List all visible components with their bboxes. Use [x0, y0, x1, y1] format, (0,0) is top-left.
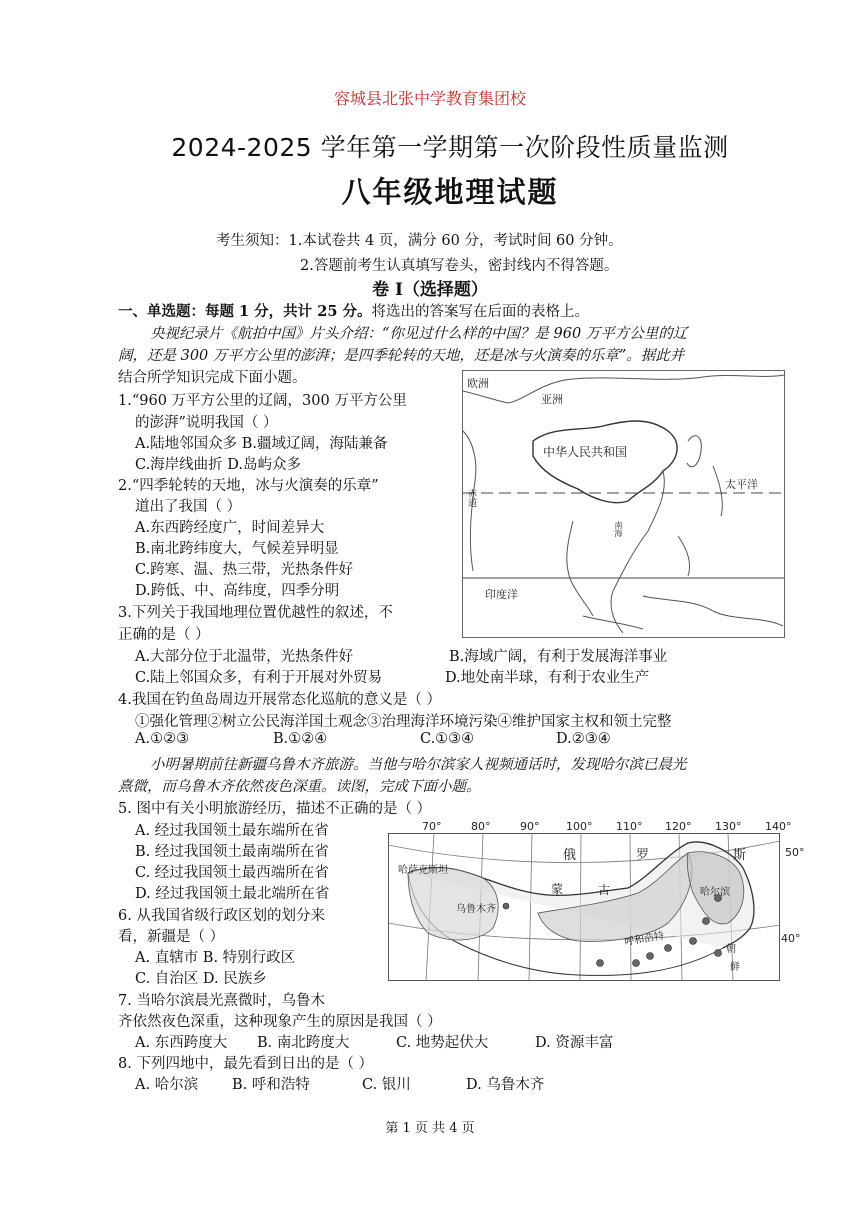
q3-stem-2: 正确的是（ ）: [118, 627, 210, 643]
q2-stem-2: 道出了我国（ ）: [135, 499, 242, 515]
q5-option-d: D. 经过我国领土最北端所在省: [135, 886, 330, 902]
q8-option-a: A. 哈尔滨: [135, 1077, 199, 1093]
map2-label-russia-3: 斯: [733, 848, 747, 863]
q7-option-a: A. 东西跨度大: [135, 1035, 228, 1051]
q3-option-c: C.陆上邻国众多，有利于开展对外贸易: [135, 670, 383, 686]
q6-stem-2: 看，新疆是（ ）: [118, 929, 225, 945]
notice-line-1: 考生须知：1.本试卷共 4 页，满分 60 分，考试时间 60 分钟。: [216, 233, 623, 249]
q7-option-c: C. 地势起伏大: [396, 1035, 489, 1051]
q4-stem: 4.我国在钓鱼岛周边开展常态化巡航的意义是（ ）: [118, 692, 441, 708]
q3-stem-1: 3.下列关于我国地理位置优越性的叙述，不: [118, 605, 393, 621]
map2-lon-90: 90°: [520, 820, 540, 833]
q2-option-c: C.跨寒、温、热三带，光热条件好: [135, 562, 354, 578]
map2-label-kazakhstan: 哈萨克斯坦: [398, 865, 448, 876]
map2-lon-70: 70°: [422, 820, 442, 833]
map2-label-hohhot: 呼和浩特: [623, 930, 665, 949]
q7-stem-2: 齐依然夜色深重，这种现象产生的原因是我国（ ）: [118, 1014, 442, 1030]
map2-label-urumqi: 乌鲁木齐: [456, 904, 496, 915]
q4-option-a: A.①②③: [135, 731, 190, 747]
passage1-line-1: 央视纪录片《航拍中国》片头介绍：“你见过什么样的中国？是 960 万平方公里的辽: [150, 326, 688, 342]
exam-title: 2024-2025 学年第一学期第一次阶段性质量监测: [171, 133, 729, 162]
map2-lon-80: 80°: [471, 820, 491, 833]
q1-stem-1: 1.“960 万平方公里的辽阔，300 万平方公里: [118, 393, 407, 409]
q4-option-d: D.②③④: [556, 731, 611, 747]
map1-label-equator: 赤道: [466, 489, 476, 507]
map2-label-mongolia-2: 古: [598, 883, 611, 897]
route-map: [388, 818, 805, 983]
map1-label-south-sea: 南海: [614, 521, 623, 537]
subject-title: 八年级地理试题: [341, 175, 559, 209]
q2-option-b: B.南北跨纬度大，气候差异明显: [135, 541, 339, 557]
q8-stem: 8. 下列四地中，最先看到日出的是（ ）: [118, 1056, 374, 1072]
q2-option-d: D.跨低、中、高纬度，四季分明: [135, 583, 340, 599]
map2-label-korea-1: 朝: [726, 944, 736, 955]
q3-option-d: D.地处南半球，有利于农业生产: [445, 670, 650, 686]
map1-label-pacific: 太平洋: [725, 478, 758, 491]
map2-lat-50: 50°: [785, 846, 805, 859]
q6-options-cd: C. 自治区 D. 民族乡: [135, 971, 267, 987]
asia-map: [462, 370, 785, 638]
q1-options-ab: A.陆地邻国众多 B.疆域辽阔，海陆兼备: [135, 436, 388, 452]
map2-lon-130: 130°: [715, 820, 742, 833]
notice-line-2: 2.答题前考生认真填写卷头，密封线内不得答题。: [300, 258, 619, 274]
map2-label-korea-2: 鲜: [730, 962, 740, 973]
q3-option-a: A.大部分位于北温带，光热条件好: [135, 649, 354, 665]
q4-option-c: C.①③④: [420, 731, 475, 747]
school-name: 容城县北张中学教育集团校: [333, 89, 526, 108]
q4-option-b: B.①②④: [273, 731, 328, 747]
q8-option-b: B. 呼和浩特: [232, 1077, 310, 1093]
part-title: 卷 Ⅰ（选择题）: [372, 280, 488, 300]
q3-option-b: B.海域广阔，有利于发展海洋事业: [449, 649, 668, 665]
map2-label-russia-2: 罗: [636, 848, 650, 863]
map2-label-harbin: 哈尔滨: [700, 887, 730, 898]
q5-option-b: B. 经过我国领土最南端所在省: [135, 844, 329, 860]
passage1-line-2: 阔，还是 300 万平方公里的澎湃；是四季轮转的天地，还是冰与火演奏的乐章”。据此并: [118, 348, 685, 364]
map1-label-asia: 亚洲: [541, 393, 563, 406]
q5-option-c: C. 经过我国领土最西端所在省: [135, 865, 329, 881]
map2-label-mongolia-1: 蒙: [551, 882, 564, 896]
route-map-drawing: [388, 833, 780, 981]
map1-label-china: 中华人民共和国: [543, 445, 628, 459]
passage2-line-2: 熹微，而乌鲁木齐依然夜色深重。读图，完成下面小题。: [118, 779, 481, 795]
passage1-line-3: 结合所学知识完成下面小题。: [118, 370, 307, 386]
map2-lat-40: 40°: [781, 932, 801, 945]
map1-label-indian-ocean: 印度洋: [485, 588, 518, 601]
map1-label-europe: 欧洲: [467, 377, 489, 390]
section-heading: [118, 300, 589, 321]
map2-lon-100: 100°: [566, 820, 593, 833]
q1-stem-2: 的澎湃”说明我国（ ）: [135, 415, 278, 431]
q7-stem-1: 7. 当哈尔滨晨光熹微时，乌鲁木: [118, 993, 325, 1009]
q1-options-cd: C.海岸线曲折 D.岛屿众多: [135, 457, 302, 473]
q5-option-a: A. 经过我国领土最东端所在省: [135, 823, 329, 839]
q2-stem-1: 2.“四季轮转的天地，冰与火演奏的乐章”: [118, 478, 379, 494]
map2-lon-120: 120°: [665, 820, 692, 833]
q8-option-d: D. 乌鲁木齐: [466, 1077, 545, 1093]
map2-lon-140: 140°: [765, 820, 792, 833]
map2-lon-110: 110°: [616, 820, 643, 833]
map2-label-russia-1: 俄: [563, 848, 577, 863]
q6-stem-1: 6. 从我国省级行政区划的划分来: [118, 908, 325, 924]
passage2-line-1: 小明暑期前往新疆乌鲁木齐旅游。当他与哈尔滨家人视频通话时，发现哈尔滨已晨光: [150, 757, 687, 773]
q4-items: ①强化管理②树立公民海洋国土观念③治理海洋环境污染④维护国家主权和领土完整: [135, 714, 672, 730]
q6-options-ab: A. 直辖市 B. 特别行政区: [135, 950, 296, 966]
q2-option-a: A.东西跨经度广，时间差异大: [135, 520, 325, 536]
q8-option-c: C. 银川: [362, 1077, 411, 1093]
q5-stem: 5. 图中有关小明旅游经历，描述不正确的是（ ）: [118, 801, 432, 817]
q7-option-b: B. 南北跨度大: [257, 1035, 350, 1051]
section-heading-bold: 一、单选题：每题 1 分，共计 25 分。: [118, 303, 372, 320]
q7-option-d: D. 资源丰富: [535, 1035, 614, 1051]
page-number: 第 1 页 共 4 页: [385, 1121, 475, 1136]
section-heading-rest: 将选出的答案写在后面的表格上。: [371, 304, 589, 320]
